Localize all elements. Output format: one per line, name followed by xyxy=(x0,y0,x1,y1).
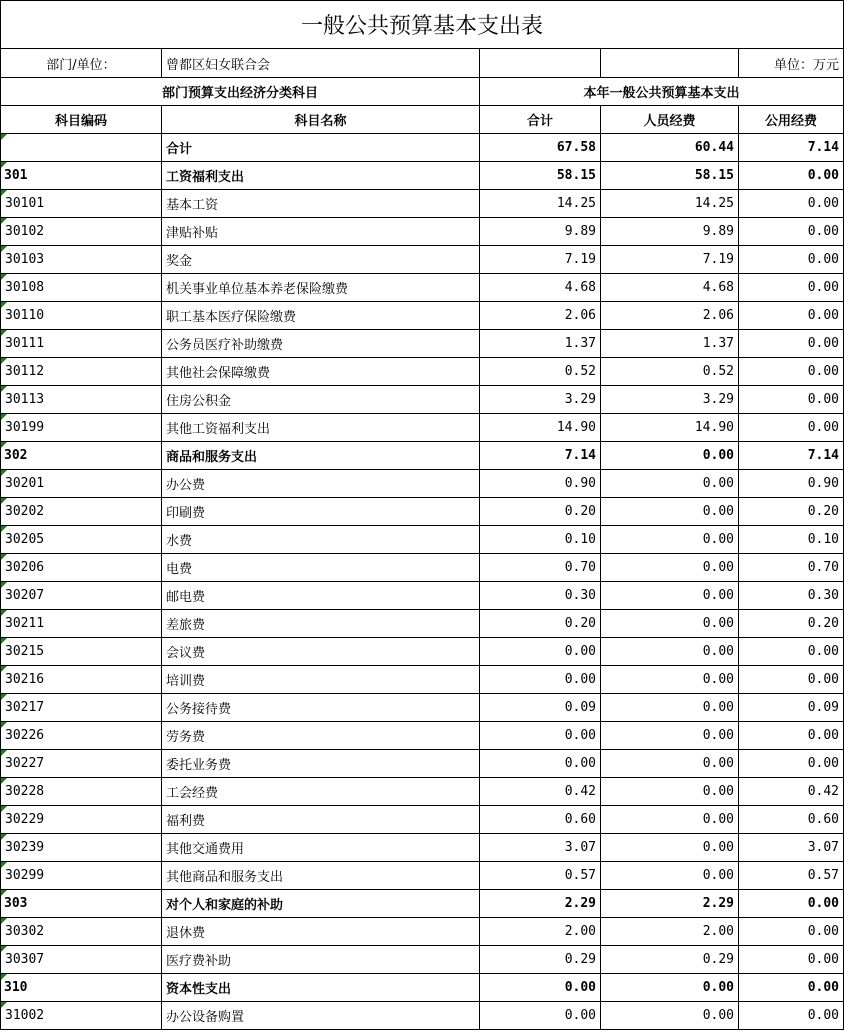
total-cell: 14.90 xyxy=(480,414,601,442)
name-cell: 印刷费 xyxy=(162,498,480,526)
total-cell: 0.52 xyxy=(480,358,601,386)
public-cell: 0.90 xyxy=(739,470,844,498)
table-row xyxy=(1,666,844,694)
personnel-cell: 0.29 xyxy=(601,946,739,974)
total-cell: 0.10 xyxy=(480,526,601,554)
personnel-cell: 0.00 xyxy=(601,498,739,526)
total-cell: 0.60 xyxy=(480,806,601,834)
total-cell: 0.00 xyxy=(480,974,601,1002)
table-row xyxy=(1,722,844,750)
total-cell: 0.42 xyxy=(480,778,601,806)
personnel-cell: 0.00 xyxy=(601,610,739,638)
page-title: 一般公共预算基本支出表 xyxy=(1,1,844,49)
personnel-cell: 0.00 xyxy=(601,554,739,582)
personnel-cell: 0.00 xyxy=(601,722,739,750)
total-cell: 58.15 xyxy=(480,162,601,190)
name-cell: 商品和服务支出 xyxy=(162,442,480,470)
total-cell: 2.29 xyxy=(480,890,601,918)
total-cell: 1.37 xyxy=(480,330,601,358)
personnel-cell: 14.25 xyxy=(601,190,739,218)
table-row xyxy=(1,498,844,526)
public-cell: 0.00 xyxy=(739,162,844,190)
total-cell: 14.25 xyxy=(480,190,601,218)
public-cell: 0.00 xyxy=(739,386,844,414)
code-cell: 30215 xyxy=(1,638,162,666)
name-cell: 邮电费 xyxy=(162,582,480,610)
table-row xyxy=(1,1002,844,1030)
name-cell: 培训费 xyxy=(162,666,480,694)
table-row xyxy=(1,862,844,890)
table-row xyxy=(1,778,844,806)
table-row xyxy=(1,162,844,190)
public-cell: 7.14 xyxy=(739,442,844,470)
name-cell: 住房公积金 xyxy=(162,386,480,414)
personnel-cell: 4.68 xyxy=(601,274,739,302)
public-cell: 0.42 xyxy=(739,778,844,806)
total-cell: 2.00 xyxy=(480,918,601,946)
blank-cell xyxy=(601,49,739,78)
header-group-right: 本年一般公共预算基本支出 xyxy=(480,78,844,106)
personnel-cell: 2.29 xyxy=(601,890,739,918)
personnel-cell: 0.00 xyxy=(601,806,739,834)
name-cell: 津贴补贴 xyxy=(162,218,480,246)
code-cell: 30207 xyxy=(1,582,162,610)
public-cell: 0.00 xyxy=(739,890,844,918)
public-cell: 0.00 xyxy=(739,974,844,1002)
code-cell: 30228 xyxy=(1,778,162,806)
name-cell: 水费 xyxy=(162,526,480,554)
personnel-cell: 3.29 xyxy=(601,386,739,414)
name-cell: 合计 xyxy=(162,134,480,162)
name-cell: 退休费 xyxy=(162,918,480,946)
header-name: 科目名称 xyxy=(162,106,480,134)
personnel-cell: 2.00 xyxy=(601,918,739,946)
code-cell: 30216 xyxy=(1,666,162,694)
table-row xyxy=(1,694,844,722)
personnel-cell: 0.00 xyxy=(601,750,739,778)
table-row xyxy=(1,890,844,918)
public-cell: 0.00 xyxy=(739,274,844,302)
total-cell: 2.06 xyxy=(480,302,601,330)
personnel-cell: 0.00 xyxy=(601,694,739,722)
public-cell: 0.00 xyxy=(739,358,844,386)
total-cell: 67.58 xyxy=(480,134,601,162)
table-row xyxy=(1,190,844,218)
personnel-cell: 0.00 xyxy=(601,638,739,666)
table-row xyxy=(1,330,844,358)
personnel-cell: 9.89 xyxy=(601,218,739,246)
name-cell: 其他工资福利支出 xyxy=(162,414,480,442)
table-row xyxy=(1,526,844,554)
name-cell: 电费 xyxy=(162,554,480,582)
table-row xyxy=(1,834,844,862)
code-cell: 302 xyxy=(1,442,162,470)
total-cell: 0.20 xyxy=(480,610,601,638)
name-cell: 差旅费 xyxy=(162,610,480,638)
table-row xyxy=(1,274,844,302)
total-cell: 0.29 xyxy=(480,946,601,974)
public-cell: 0.10 xyxy=(739,526,844,554)
personnel-cell: 0.00 xyxy=(601,666,739,694)
code-cell: 30202 xyxy=(1,498,162,526)
unit-label: 单位：万元 xyxy=(739,49,844,78)
personnel-cell: 0.52 xyxy=(601,358,739,386)
public-cell: 0.00 xyxy=(739,918,844,946)
public-cell: 0.20 xyxy=(739,498,844,526)
code-cell: 30103 xyxy=(1,246,162,274)
name-cell: 劳务费 xyxy=(162,722,480,750)
public-cell: 0.60 xyxy=(739,806,844,834)
public-cell: 0.00 xyxy=(739,666,844,694)
personnel-cell: 0.00 xyxy=(601,778,739,806)
table-row xyxy=(1,638,844,666)
public-cell: 0.00 xyxy=(739,218,844,246)
table-row xyxy=(1,582,844,610)
code-cell: 30102 xyxy=(1,218,162,246)
public-cell: 7.14 xyxy=(739,134,844,162)
code-cell: 30111 xyxy=(1,330,162,358)
table-row xyxy=(1,218,844,246)
table-row xyxy=(1,918,844,946)
code-cell: 30302 xyxy=(1,918,162,946)
code-cell: 30206 xyxy=(1,554,162,582)
total-cell: 0.00 xyxy=(480,638,601,666)
code-cell: 30108 xyxy=(1,274,162,302)
personnel-cell: 0.00 xyxy=(601,834,739,862)
public-cell: 0.20 xyxy=(739,610,844,638)
code-cell: 30307 xyxy=(1,946,162,974)
table-row xyxy=(1,554,844,582)
code-cell: 30113 xyxy=(1,386,162,414)
name-cell: 公务接待费 xyxy=(162,694,480,722)
code-cell: 30217 xyxy=(1,694,162,722)
table-row xyxy=(1,134,844,162)
personnel-cell: 1.37 xyxy=(601,330,739,358)
code-cell: 301 xyxy=(1,162,162,190)
table-row xyxy=(1,358,844,386)
code-cell: 30227 xyxy=(1,750,162,778)
header-public: 公用经费 xyxy=(739,106,844,134)
dept-value: 曾都区妇女联合会 xyxy=(162,49,480,78)
header-code: 科目编码 xyxy=(1,106,162,134)
total-cell: 0.30 xyxy=(480,582,601,610)
total-cell: 0.00 xyxy=(480,722,601,750)
table-row xyxy=(1,610,844,638)
public-cell: 0.57 xyxy=(739,862,844,890)
total-cell: 0.57 xyxy=(480,862,601,890)
name-cell: 奖金 xyxy=(162,246,480,274)
public-cell: 0.00 xyxy=(739,414,844,442)
code-cell: 310 xyxy=(1,974,162,1002)
public-cell: 0.00 xyxy=(739,722,844,750)
public-cell: 0.00 xyxy=(739,638,844,666)
total-cell: 0.00 xyxy=(480,750,601,778)
total-cell: 0.00 xyxy=(480,1002,601,1030)
total-cell: 0.70 xyxy=(480,554,601,582)
code-cell: 30226 xyxy=(1,722,162,750)
code-cell xyxy=(1,134,162,162)
public-cell: 0.00 xyxy=(739,330,844,358)
name-cell: 机关事业单位基本养老保险缴费 xyxy=(162,274,480,302)
table-row xyxy=(1,750,844,778)
total-cell: 7.14 xyxy=(480,442,601,470)
personnel-cell: 14.90 xyxy=(601,414,739,442)
table-row xyxy=(1,442,844,470)
code-cell: 30299 xyxy=(1,862,162,890)
table-row xyxy=(1,806,844,834)
name-cell: 办公设备购置 xyxy=(162,1002,480,1030)
personnel-cell: 7.19 xyxy=(601,246,739,274)
code-cell: 30201 xyxy=(1,470,162,498)
personnel-cell: 0.00 xyxy=(601,470,739,498)
total-cell: 7.19 xyxy=(480,246,601,274)
public-cell: 0.09 xyxy=(739,694,844,722)
personnel-cell: 0.00 xyxy=(601,526,739,554)
total-cell: 0.09 xyxy=(480,694,601,722)
code-cell: 30101 xyxy=(1,190,162,218)
code-cell: 30205 xyxy=(1,526,162,554)
total-cell: 9.89 xyxy=(480,218,601,246)
name-cell: 工资福利支出 xyxy=(162,162,480,190)
public-cell: 3.07 xyxy=(739,834,844,862)
name-cell: 医疗费补助 xyxy=(162,946,480,974)
total-cell: 4.68 xyxy=(480,274,601,302)
total-cell: 0.00 xyxy=(480,666,601,694)
public-cell: 0.00 xyxy=(739,302,844,330)
total-cell: 0.20 xyxy=(480,498,601,526)
name-cell: 会议费 xyxy=(162,638,480,666)
name-cell: 基本工资 xyxy=(162,190,480,218)
table-row xyxy=(1,246,844,274)
total-cell: 0.90 xyxy=(480,470,601,498)
public-cell: 0.00 xyxy=(739,246,844,274)
name-cell: 其他商品和服务支出 xyxy=(162,862,480,890)
name-cell: 工会经费 xyxy=(162,778,480,806)
header-group-left: 部门预算支出经济分类科目 xyxy=(1,78,480,106)
table-row xyxy=(1,386,844,414)
code-cell: 31002 xyxy=(1,1002,162,1030)
name-cell: 其他社会保障缴费 xyxy=(162,358,480,386)
personnel-cell: 60.44 xyxy=(601,134,739,162)
code-cell: 30199 xyxy=(1,414,162,442)
blank-cell xyxy=(480,49,601,78)
personnel-cell: 0.00 xyxy=(601,974,739,1002)
name-cell: 委托业务费 xyxy=(162,750,480,778)
public-cell: 0.00 xyxy=(739,1002,844,1030)
name-cell: 职工基本医疗保险缴费 xyxy=(162,302,480,330)
total-cell: 3.07 xyxy=(480,834,601,862)
public-cell: 0.30 xyxy=(739,582,844,610)
name-cell: 福利费 xyxy=(162,806,480,834)
code-cell: 30229 xyxy=(1,806,162,834)
table-row xyxy=(1,414,844,442)
table-row xyxy=(1,470,844,498)
public-cell: 0.00 xyxy=(739,190,844,218)
code-cell: 303 xyxy=(1,890,162,918)
code-cell: 30110 xyxy=(1,302,162,330)
table-row xyxy=(1,302,844,330)
personnel-cell: 2.06 xyxy=(601,302,739,330)
personnel-cell: 58.15 xyxy=(601,162,739,190)
name-cell: 公务员医疗补助缴费 xyxy=(162,330,480,358)
personnel-cell: 0.00 xyxy=(601,442,739,470)
code-cell: 30211 xyxy=(1,610,162,638)
total-cell: 3.29 xyxy=(480,386,601,414)
header-total: 合计 xyxy=(480,106,601,134)
code-cell: 30112 xyxy=(1,358,162,386)
personnel-cell: 0.00 xyxy=(601,1002,739,1030)
table-row xyxy=(1,946,844,974)
header-personnel: 人员经费 xyxy=(601,106,739,134)
name-cell: 资本性支出 xyxy=(162,974,480,1002)
name-cell: 对个人和家庭的补助 xyxy=(162,890,480,918)
public-cell: 0.00 xyxy=(739,946,844,974)
name-cell: 其他交通费用 xyxy=(162,834,480,862)
name-cell: 办公费 xyxy=(162,470,480,498)
personnel-cell: 0.00 xyxy=(601,862,739,890)
code-cell: 30239 xyxy=(1,834,162,862)
table-row xyxy=(1,974,844,1002)
public-cell: 0.70 xyxy=(739,554,844,582)
dept-label: 部门/单位： xyxy=(1,49,162,78)
public-cell: 0.00 xyxy=(739,750,844,778)
personnel-cell: 0.00 xyxy=(601,582,739,610)
